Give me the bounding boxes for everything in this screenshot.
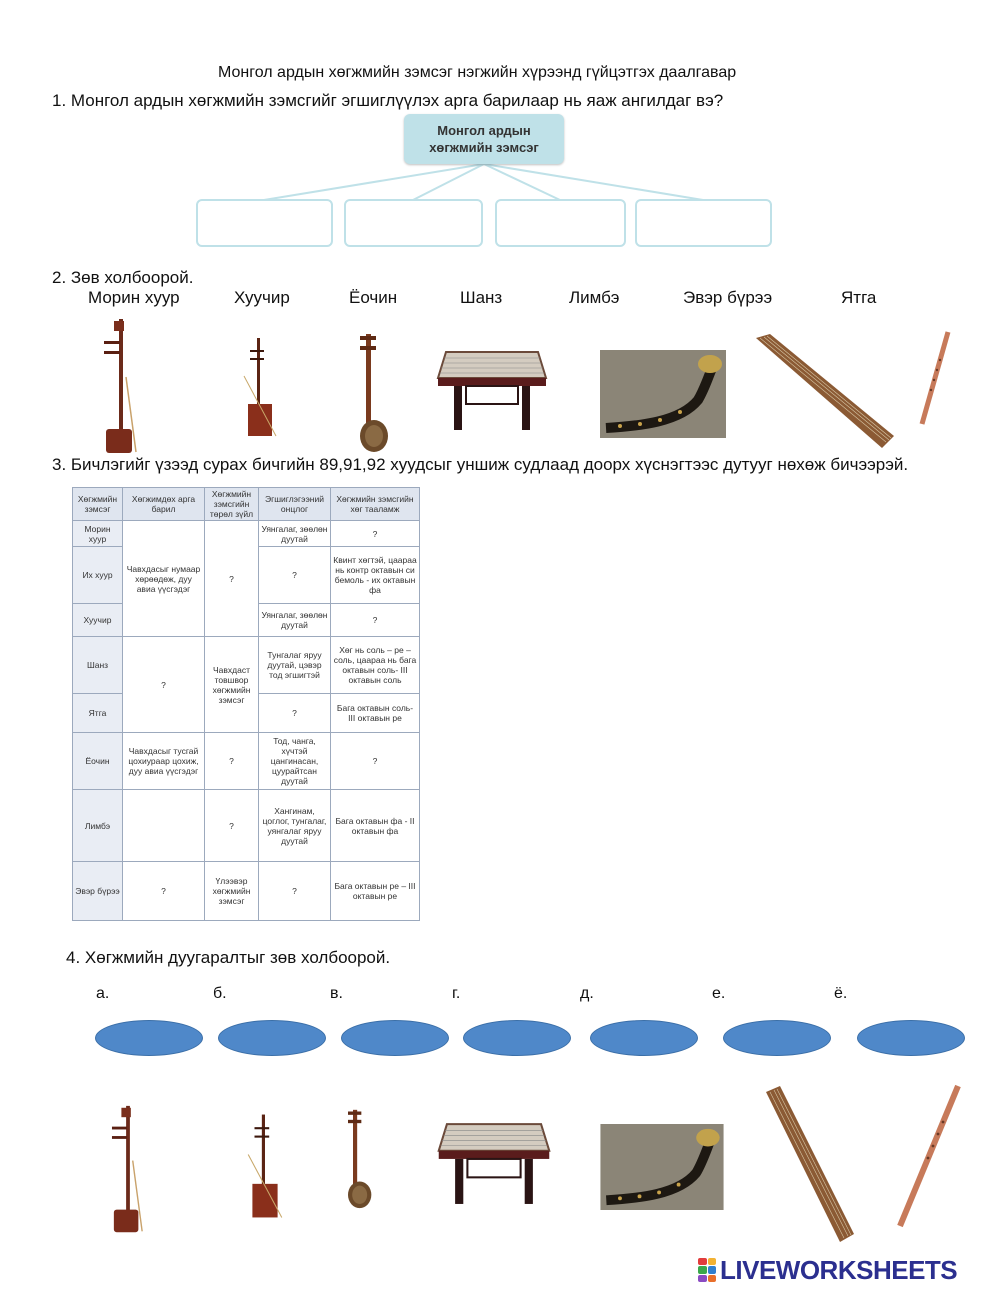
liveworksheets-logo-text: LIVEWORKSHEETS xyxy=(720,1254,958,1285)
instrument-name-limbe[interactable]: Лимбэ xyxy=(569,288,620,307)
shanz-yoochin-dulcimer-image[interactable] xyxy=(436,346,548,432)
table-cell-method[interactable]: ? xyxy=(123,637,205,733)
table-header-instrument: Хөгжмийн зэмсэг xyxy=(73,488,123,521)
question-4: 4. Хөгжмийн дуугаралтыг зөв холбоорой. xyxy=(66,948,391,967)
yatga-image-2[interactable] xyxy=(756,1084,860,1246)
worksheet-title: Монгол ардын хөгжмийн зэмсэг нэгжийн хүрээнд гүйцэтгэх даалгавар xyxy=(218,64,737,81)
drop-target-oval-7[interactable] xyxy=(857,1020,965,1056)
answer-box-3[interactable] xyxy=(495,199,626,247)
table-cell-method: Чавхдасыг нумаар хөрөөдөж, дуу авиа үүсгэдэг xyxy=(123,521,205,637)
table-cell-type[interactable]: ? xyxy=(205,521,259,637)
table-cell-sound[interactable]: ? xyxy=(259,862,331,921)
table-header-type: Хөгжмийн зэмсгийн төрөл зүйл xyxy=(205,488,259,521)
instrument-name-morin-khuur[interactable]: Морин хуур xyxy=(88,288,180,307)
letter-yo: ё. xyxy=(834,985,848,1002)
table-cell-tuning[interactable]: ? xyxy=(331,733,420,790)
table-cell-tuning[interactable]: ? xyxy=(331,604,420,637)
evert-buree-flute-image-2[interactable] xyxy=(888,1082,966,1232)
instrument-name-yatga[interactable]: Ятга xyxy=(841,288,877,307)
table-cell-sound: Уянгалаг, зөөлөн дуутай xyxy=(259,521,331,547)
yatga-image[interactable] xyxy=(748,332,896,452)
table-cell-sound: Уянгалаг, зөөлөн дуутай xyxy=(259,604,331,637)
question-3: 3. Бичлэгийг үзээд сурах бичгийн 89,91,92 хуудсыг уншиж судлаад доорх хүснэгтээс дутууг нөхөж бичээрэй. xyxy=(52,455,909,474)
answer-box-4[interactable] xyxy=(635,199,772,247)
drop-target-oval-3[interactable] xyxy=(341,1020,449,1056)
table-cell-name: Их хуур xyxy=(73,547,123,604)
instrument-name-evert-buree[interactable]: Эвэр бүрээ xyxy=(683,288,773,307)
table-cell-method: Чавхдасыг тусгай цохиураар цохиж, дуу авиа үүсгэдэг xyxy=(123,733,205,790)
table-cell-name: Ёочин xyxy=(73,733,123,790)
table-cell-sound[interactable]: ? xyxy=(259,694,331,733)
question-2: 2. Зөв холбоорой. xyxy=(52,268,194,287)
table-cell-sound[interactable]: ? xyxy=(259,547,331,604)
liveworksheets-logo-icon xyxy=(698,1258,716,1282)
table-cell-tuning: Хөг нь соль – ре – соль, цаараа нь бага октавын соль- III октавын соль xyxy=(331,637,420,694)
answer-box-2[interactable] xyxy=(344,199,483,247)
drop-target-oval-1[interactable] xyxy=(95,1020,203,1056)
diagram-root-box xyxy=(404,114,564,164)
table-cell-tuning: Квинт хөгтэй, цаараа нь контр октавын си бемоль - их октавын фа xyxy=(331,547,420,604)
drop-target-oval-5[interactable] xyxy=(590,1020,698,1056)
limbe-horn-image-2[interactable] xyxy=(598,1124,726,1210)
root-line-1: Монгол ардын xyxy=(437,123,531,138)
drop-target-oval-2[interactable] xyxy=(218,1020,326,1056)
table-header-method: Хөгжимдөх арга барил xyxy=(123,488,205,521)
table-cell-name: Лимбэ xyxy=(73,790,123,862)
table-cell-type: Чавхдаст товшвор хөгжмийн зэмсэг xyxy=(205,637,259,733)
answer-box-1[interactable] xyxy=(196,199,333,247)
table-cell-tuning[interactable]: ? xyxy=(331,521,420,547)
drop-target-oval-4[interactable] xyxy=(463,1020,571,1056)
khuuchir-image[interactable] xyxy=(240,336,280,438)
table-cell-method[interactable]: ? xyxy=(123,862,205,921)
drop-target-oval-6[interactable] xyxy=(723,1020,831,1056)
yoochin-shudraga-image[interactable] xyxy=(348,330,396,456)
instrument-name-yoochin[interactable]: Ёочин xyxy=(349,288,398,307)
table-cell-name: Морин хуур xyxy=(73,521,123,547)
table-header-tuning: Хөгжмийн зэмсгийн хөг тааламж xyxy=(331,488,420,521)
yoochin-shudraga-image-2[interactable] xyxy=(338,1096,378,1222)
table-cell-name: Эвэр бүрээ xyxy=(73,862,123,921)
instrument-name-shanz[interactable]: Шанз xyxy=(460,288,503,307)
khuuchir-image-2[interactable] xyxy=(244,1106,286,1226)
table-cell-name: Ятга xyxy=(73,694,123,733)
table-cell-sound: Тод, чанга, хүчтэй цангинасан, цуурайтсан дуутай xyxy=(259,733,331,790)
table-cell-tuning: Бага октавын соль- III октавын ре xyxy=(331,694,420,733)
morin-khuur-image-2[interactable] xyxy=(104,1104,152,1236)
table-cell-method[interactable] xyxy=(123,790,205,862)
table-cell-type: Үлээвэр хөгжмийн зэмсэг xyxy=(205,862,259,921)
instrument-name-khuuchir[interactable]: Хуучир xyxy=(234,288,290,307)
table-cell-name: Хуучир xyxy=(73,604,123,637)
letter-v: в. xyxy=(330,985,343,1002)
letter-b: б. xyxy=(213,985,227,1002)
root-line-2: хөгжмийн зэмсэг xyxy=(429,140,539,155)
letter-e: е. xyxy=(712,985,726,1002)
shanz-yoochin-dulcimer-image-2[interactable] xyxy=(436,1118,552,1206)
letter-g: г. xyxy=(452,985,461,1002)
evert-buree-flute-image[interactable] xyxy=(914,330,954,426)
liveworksheets-logo xyxy=(698,1256,957,1284)
instrument-info-table xyxy=(72,487,420,921)
table-header-sound: Эгшиглэгээний онцлог xyxy=(259,488,331,521)
table-cell-type[interactable]: ? xyxy=(205,790,259,862)
table-cell-tuning: Бага октавын фа - II октавын фа xyxy=(331,790,420,862)
table-cell-type[interactable]: ? xyxy=(205,733,259,790)
limbe-horn-image[interactable] xyxy=(600,350,726,438)
letter-d: д. xyxy=(580,985,594,1002)
question-1: 1. Монгол ардын хөгжмийн зэмсгийг эгшиглүүлэх арга барилаар нь яаж ангилдаг вэ? xyxy=(52,91,724,110)
letter-a: а. xyxy=(96,985,110,1002)
table-cell-sound: Хангинам, цоглог, тунгалаг, уянгалаг яруу дуутай xyxy=(259,790,331,862)
table-cell-tuning: Бага октавын ре – III октавын ре xyxy=(331,862,420,921)
table-cell-sound: Тунгалаг яруу дуутай, цэвэр тод эгшигтэй xyxy=(259,637,331,694)
morin-khuur-image[interactable] xyxy=(96,317,146,457)
table-cell-name: Шанз xyxy=(73,637,123,694)
